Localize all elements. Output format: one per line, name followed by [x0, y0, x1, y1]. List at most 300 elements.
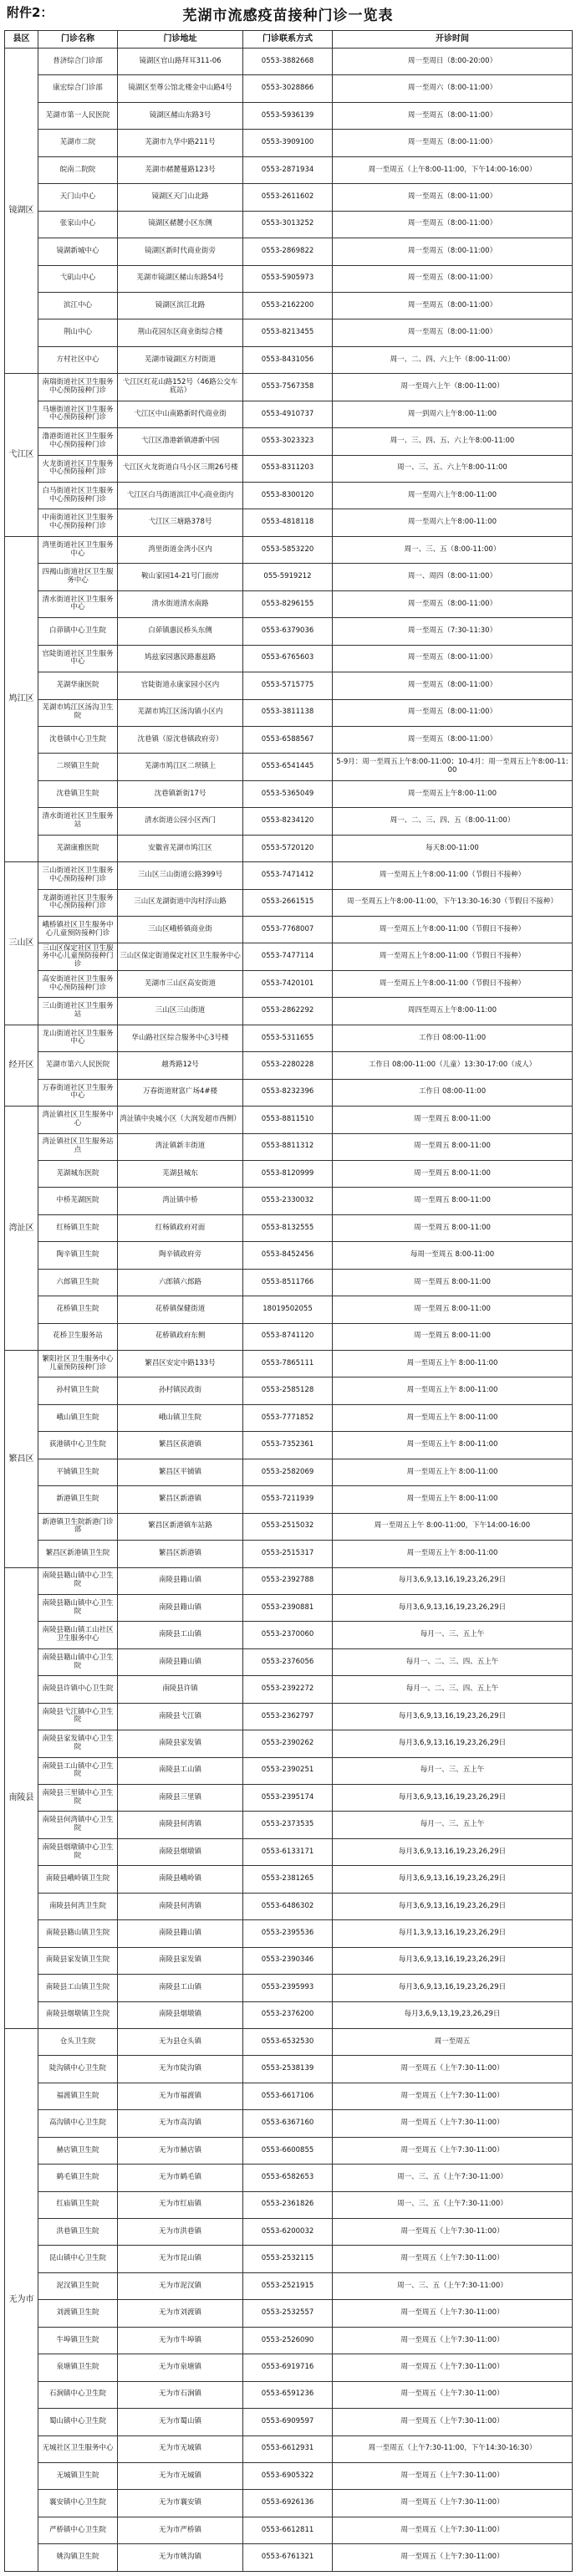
clinic-address-cell: 湾沚镇中央城小区（大润发超市西侧） [118, 1107, 243, 1133]
clinic-name-cell: 湾沚镇社区卫生服务站点 [38, 1133, 118, 1160]
clinic-address-cell: 无为市赫店镇 [118, 2137, 243, 2164]
table-row [5, 1079, 573, 1106]
clinic-name-cell: 红庙镇卫生院 [38, 2191, 118, 2218]
table-row [5, 1486, 573, 1513]
clinic-address-cell: 南陵县烟墩镇 [118, 1838, 243, 1865]
table-row [5, 1757, 573, 1784]
table-row [5, 699, 573, 726]
table-row [5, 184, 573, 211]
table-row [5, 319, 573, 346]
table-row [5, 1351, 573, 1377]
clinic-hours-cell: 每月1,3,9,13,16,19,23,26,29日 [333, 1920, 573, 1947]
clinic-name-cell: 洪巷镇卫生院 [38, 2219, 118, 2246]
clinic-name-cell: 无城镇卫生院 [38, 2462, 118, 2489]
clinic-address-cell: 镜湖区官山路拜耳311-06 [118, 49, 243, 75]
clinic-hours-cell: 每月3,6,9,13,16,19,23,26,29日 [333, 1567, 573, 1594]
table-row [5, 1920, 573, 1947]
clinic-address-cell: 荆山花园东区商业街综合楼 [118, 319, 243, 346]
clinic-hours-cell: 周一至周五（上午7:30-11:00） [333, 2409, 573, 2435]
clinic-address-cell: 越秀路12号 [118, 1052, 243, 1079]
clinic-name-cell: 南陵县烟墩镇卫生院 [38, 2001, 118, 2028]
table-row [5, 917, 573, 943]
clinic-name-cell: 赫店镇卫生院 [38, 2137, 118, 2164]
table-row [5, 2409, 573, 2435]
clinic-address-cell: 弋江区澛港新镇港新中园 [118, 428, 243, 455]
clinic-address-cell: 无为市刘渡镇 [118, 2300, 243, 2327]
clinic-name-cell: 南陵县籍山镇中心卫生院 [38, 1594, 118, 1621]
clinic-address-cell: 三山区三山街道公路399号 [118, 862, 243, 889]
clinic-name-cell: 马塘街道社区卫生服务中心预防接种门诊 [38, 401, 118, 427]
clinic-name-cell: 南陵县三里镇中心卫生院 [38, 1785, 118, 1812]
clinic-address-cell: 无为市鹤毛镇 [118, 2165, 243, 2191]
clinic-name-cell: 南陵县工山镇中心卫生院 [38, 1757, 118, 1784]
table-row [5, 1975, 573, 2001]
table-row [5, 1676, 573, 1703]
clinic-phone-cell: 0553-2526090 [243, 2327, 333, 2354]
clinic-address-cell: 弋江区三塘路378号 [118, 509, 243, 536]
clinic-address-cell: 花桥镇保健街道 [118, 1296, 243, 1323]
clinic-name-cell: 普济综合门诊部 [38, 49, 118, 75]
clinic-address-cell: 南陵县工山镇 [118, 1975, 243, 2001]
clinic-address-cell: 三山区保定街道保定社区卫生服务中心 [118, 943, 243, 970]
table-row [5, 374, 573, 401]
clinic-hours-cell: 每月3,6,9,13,19,23,26,29日 [333, 2001, 573, 2028]
clinic-phone-cell: 0553-7865111 [243, 1351, 333, 1377]
clinic-table [4, 30, 573, 2572]
clinic-address-cell: 陶辛镇政府旁 [118, 1242, 243, 1269]
clinic-name-cell: 南陵县许镇中心卫生院 [38, 1676, 118, 1703]
clinic-address-cell: 花桥镇政府东侧 [118, 1323, 243, 1350]
clinic-phone-cell: 0553-2390262 [243, 1730, 333, 1757]
clinic-hours-cell: 周一至周五 8:00-11:00 [333, 1133, 573, 1160]
clinic-hours-cell: 周一至周五上午8:00-11:00（节假日不接种） [333, 862, 573, 889]
clinic-name-cell: 沈巷镇卫生院 [38, 780, 118, 807]
clinic-address-cell: 无为市襄安镇 [118, 2490, 243, 2517]
clinic-address-cell: 芜湖市三山区高安街道 [118, 970, 243, 997]
clinic-name-cell: 镜湖新城中心 [38, 238, 118, 265]
clinic-name-cell: 皖南二院院 [38, 156, 118, 183]
clinic-hours-cell: 周一至周五（上午7:30-11:00，下午14:30-16:30） [333, 2435, 573, 2462]
table-row [5, 1838, 573, 1865]
clinic-address-cell: 芜湖市鸠江区二坝镇上 [118, 754, 243, 780]
clinic-name-cell: 平铺镇卫生院 [38, 1459, 118, 1485]
table-row [5, 1812, 573, 1838]
clinic-address-cell: 南陵县工山镇 [118, 1757, 243, 1784]
clinic-hours-cell: 周一至周五 8:00-11:00 [333, 1214, 573, 1241]
clinic-hours-cell: 每月一、三、五上午 [333, 1757, 573, 1784]
table-row [5, 2435, 573, 2462]
clinic-hours-cell: 工作日 08:00-11:00 [333, 1079, 573, 1106]
clinic-name-cell: 泥汊镇卫生院 [38, 2272, 118, 2299]
clinic-name-cell: 三山街道社区卫生服务中心预防接种门诊 [38, 862, 118, 889]
clinic-hours-cell: 周一至周五（上午7:30-11:00） [333, 2246, 573, 2272]
clinic-name-cell: 龙山街道社区卫生服务中心 [38, 1025, 118, 1051]
clinic-address-cell: 繁昌区平铺镇 [118, 1459, 243, 1485]
clinic-name-cell: 滨江中心 [38, 292, 118, 319]
header-open-hours: 开诊时间 [333, 31, 573, 49]
clinic-hours-cell: 周一至周五（8:00-11:00） [333, 590, 573, 617]
clinic-hours-cell: 周一至周五（上午7:30-11:00） [333, 2056, 573, 2083]
clinic-name-cell: 中南街道社区卫生服务中心预防接种门诊 [38, 509, 118, 536]
clinic-hours-cell: 周一至周五上午 8:00-11:00 [333, 1541, 573, 1567]
clinic-hours-cell: 周一至周五上午8:00-11:00（节假日不接种） [333, 970, 573, 997]
table-row [5, 1594, 573, 1621]
clinic-phone-cell: 0553-2862292 [243, 998, 333, 1025]
clinic-name-cell: 火龙街道社区卫生服务中心预防接种门诊 [38, 455, 118, 482]
clinic-hours-cell: 周一至周五（8:00-11:00） [333, 726, 573, 753]
clinic-phone-cell: 0553-8120999 [243, 1160, 333, 1187]
clinic-address-cell: 镜湖区天门山北路 [118, 184, 243, 211]
clinic-hours-cell: 周一至周日（8:00-20:00） [333, 49, 573, 75]
clinic-hours-cell: 每月一、三、五上午 [333, 1622, 573, 1648]
clinic-hours-cell: 周一至周五（8:00-11:00） [333, 699, 573, 726]
clinic-hours-cell: 每月一、三、五上午 [333, 1812, 573, 1838]
clinic-hours-cell: 每周一至周五 8:00-11:00 [333, 1242, 573, 1269]
clinic-address-cell: 镜湖区滨江北路 [118, 292, 243, 319]
clinic-address-cell: 弋江区中山南路新时代商业街 [118, 401, 243, 427]
clinic-phone-cell: 18019502055 [243, 1296, 333, 1323]
clinic-address-cell: 无为市洪巷镇 [118, 2219, 243, 2246]
table-row [5, 808, 573, 835]
clinic-name-cell: 高沟镇中心卫生院 [38, 2110, 118, 2137]
table-row [5, 1947, 573, 1974]
clinic-hours-cell: 周一至周五上午 8:00-11:00 [333, 1486, 573, 1513]
clinic-address-cell: 繁昌区安定中路133号 [118, 1351, 243, 1377]
clinic-hours-cell: 每月3,6,9,13,16,19,23,26,29日 [333, 1730, 573, 1757]
clinic-address-cell: 万春街道财富广场4#楼 [118, 1079, 243, 1106]
table-row [5, 1377, 573, 1404]
clinic-phone-cell: 0553-8232396 [243, 1079, 333, 1106]
table-row [5, 889, 573, 916]
clinic-address-cell: 沈巷镇新街17号 [118, 780, 243, 807]
clinic-name-cell: 天门山中心 [38, 184, 118, 211]
table-row [5, 2272, 573, 2299]
clinic-phone-cell: 0553-5905973 [243, 265, 333, 292]
clinic-hours-cell: 周一至周五（上午7:30-11:00） [333, 2544, 573, 2571]
clinic-name-cell: 南陵县家发镇卫生院 [38, 1947, 118, 1974]
clinic-hours-cell: 周一至周五（8:00-11:00） [333, 238, 573, 265]
clinic-address-cell: 三山区龙湖街道中沟村浮山路 [118, 889, 243, 916]
clinic-name-cell: 繁阳社区卫生服务中心儿童预防接种门诊 [38, 1351, 118, 1377]
clinic-phone-cell: 0553-2390881 [243, 1594, 333, 1621]
clinic-hours-cell: 周一至周五（8:00-11:00） [333, 211, 573, 238]
district-cell: 弋江区 [5, 374, 38, 537]
header-district: 县区 [5, 31, 38, 49]
clinic-hours-cell: 周一至周五 8:00-11:00 [333, 1107, 573, 1133]
document-title: 芜湖市流感疫苗接种门诊一览表 [182, 8, 394, 24]
clinic-address-cell: 无为市泉塘镇 [118, 2354, 243, 2381]
clinic-phone-cell: 0553-6200032 [243, 2219, 333, 2246]
clinic-name-cell: 襄安镇中心卫生院 [38, 2490, 118, 2517]
table-row [5, 238, 573, 265]
clinic-phone-cell: 0553-2869822 [243, 238, 333, 265]
district-cell: 镜湖区 [5, 49, 38, 374]
clinic-phone-cell: 0553-3023323 [243, 428, 333, 455]
clinic-phone-cell: 0553-4818118 [243, 509, 333, 536]
district-cell: 湾沚区 [5, 1107, 38, 1351]
table-row [5, 1513, 573, 1540]
clinic-hours-cell: 周一至周五（7:30-11:30） [333, 618, 573, 645]
table-header-row [5, 31, 573, 49]
clinic-hours-cell: 周一至周六上午（8:00-11:00） [333, 374, 573, 401]
clinic-phone-cell: 0553-2381265 [243, 1866, 333, 1893]
clinic-phone-cell: 0553-6919716 [243, 2354, 333, 2381]
clinic-name-cell: 姚沟镇卫生院 [38, 2544, 118, 2571]
clinic-phone-cell: 0553-6617106 [243, 2083, 333, 2109]
clinic-phone-cell: 0553-2392788 [243, 1567, 333, 1594]
clinic-address-cell: 无为市姚沟镇 [118, 2544, 243, 2571]
clinic-address-cell: 沈巷镇（原沈巷镇政府旁） [118, 726, 243, 753]
table-row [5, 564, 573, 590]
table-row [5, 970, 573, 997]
clinic-phone-cell: 0553-2395174 [243, 1785, 333, 1812]
table-row [5, 1703, 573, 1730]
clinic-name-cell: 龙湖街道社区卫生服务中心预防接种门诊 [38, 889, 118, 916]
clinic-phone-cell: 0553-6379036 [243, 618, 333, 645]
clinic-name-cell: 花桥卫生服务站 [38, 1323, 118, 1350]
clinic-hours-cell: 周一、二、三、四、五（8:00-11:00） [333, 808, 573, 835]
clinic-hours-cell: 周一至周五（8:00-11:00） [333, 292, 573, 319]
clinic-address-cell: 清水街道公园小区西门 [118, 808, 243, 835]
clinic-address-cell: 南陵县工山镇 [118, 1622, 243, 1648]
clinic-name-cell: 峨山镇卫生院 [38, 1404, 118, 1431]
clinic-phone-cell: 0553-6582653 [243, 2165, 333, 2191]
clinic-address-cell: 南陵县籍山镇 [118, 1648, 243, 1675]
clinic-phone-cell: 0553-8452456 [243, 1242, 333, 1269]
clinic-phone-cell: 0553-8213455 [243, 319, 333, 346]
clinic-phone-cell: 0553-2390346 [243, 1947, 333, 1974]
table-row [5, 1188, 573, 1214]
clinic-phone-cell: 0553-2611602 [243, 184, 333, 211]
clinic-phone-cell: 0553-2532115 [243, 2246, 333, 2272]
clinic-hours-cell: 周一至周五上午8:00-11:00（节假日不接种） [333, 917, 573, 943]
table-row [5, 130, 573, 156]
clinic-hours-cell: 周一至周五（上午7:30-11:00） [333, 2300, 573, 2327]
clinic-phone-cell: 0553-6600855 [243, 2137, 333, 2164]
clinic-phone-cell: 0553-2373535 [243, 1812, 333, 1838]
clinic-name-cell: 南陵县籍山镇工山社区卫生服务中心 [38, 1622, 118, 1648]
table-row [5, 509, 573, 536]
table-row [5, 1107, 573, 1133]
clinic-address-cell: 弋江区火龙街道白马小区三期26号楼 [118, 455, 243, 482]
clinic-name-cell: 南陵县籍山镇卫生院 [38, 1920, 118, 1947]
clinic-phone-cell: 0553-6133171 [243, 1838, 333, 1865]
table-row [5, 156, 573, 183]
clinic-name-cell: 荆山中心 [38, 319, 118, 346]
clinic-phone-cell: 0553-7471412 [243, 862, 333, 889]
table-row [5, 672, 573, 699]
clinic-hours-cell: 每月3,6,9,13,16,19,23,26,29日 [333, 1866, 573, 1893]
clinic-address-cell: 繁昌区新港镇 [118, 1541, 243, 1567]
table-row [5, 2028, 573, 2055]
clinic-address-cell: 镜湖区赭山东路3号 [118, 102, 243, 129]
clinic-phone-cell: 0553-2395993 [243, 1975, 333, 2001]
table-row [5, 428, 573, 455]
clinic-phone-cell: 0553-3909100 [243, 130, 333, 156]
table-row [5, 1269, 573, 1296]
clinic-hours-cell: 每月3,6,9,13,16,19,23,26,29日 [333, 1785, 573, 1812]
clinic-hours-cell: 周一至周五（8:00-11:00） [333, 319, 573, 346]
clinic-phone-cell: 0553-2538139 [243, 2056, 333, 2083]
table-row [5, 2462, 573, 2489]
header-phone: 门诊联系方式 [243, 31, 333, 49]
clinic-hours-cell: 每月3,6,9,13,16,19,23,26,29日 [333, 1893, 573, 1919]
clinic-name-cell: 芜湖市第六人民医院 [38, 1052, 118, 1079]
table-row [5, 401, 573, 427]
clinic-hours-cell: 周一至周五（上午7:30-11:00） [333, 2110, 573, 2137]
clinic-name-cell: 芜湖城东医院 [38, 1160, 118, 1187]
clinic-address-cell: 南陵县弋江镇 [118, 1703, 243, 1730]
table-row [5, 1323, 573, 1350]
table-body [5, 49, 573, 2572]
clinic-address-cell: 湾里街道金湾小区内 [118, 536, 243, 563]
table-row [5, 862, 573, 889]
clinic-name-cell: 花桥镇卫生院 [38, 1296, 118, 1323]
clinic-address-cell: 弋江区白马街道滨江中心商业街内 [118, 483, 243, 509]
clinic-hours-cell: 周一至周五 8:00-11:00 [333, 1323, 573, 1350]
clinic-address-cell: 镜湖区至尊公馆北楼金中山路4号 [118, 75, 243, 102]
clinic-phone-cell: 0553-7768007 [243, 917, 333, 943]
clinic-name-cell: 六郎镇卫生院 [38, 1269, 118, 1296]
annex-label: 附件2： [7, 5, 54, 20]
clinic-name-cell: 南陵县烟墩镇中心卫生院 [38, 1838, 118, 1865]
clinic-name-cell: 荻港镇中心卫生院 [38, 1432, 118, 1459]
table-row [5, 2056, 573, 2083]
clinic-name-cell: 康宏综合门诊部 [38, 75, 118, 102]
clinic-address-cell: 南陵县何湾镇 [118, 1812, 243, 1838]
clinic-address-cell: 清水街道清水南路 [118, 590, 243, 617]
clinic-address-cell: 南陵县家发镇 [118, 1730, 243, 1757]
clinic-name-cell: 福渡镇卫生院 [38, 2083, 118, 2109]
clinic-address-cell: 白茆镇惠民桥头东侧 [118, 618, 243, 645]
clinic-name-cell: 泉塘镇卫生院 [38, 2354, 118, 2381]
table-row [5, 1866, 573, 1893]
clinic-hours-cell: 周一至周五（上午7:30-11:00） [333, 2137, 573, 2164]
clinic-hours-cell: 周一至周五（8:00-11:00） [333, 672, 573, 699]
clinic-phone-cell: 0553-2871934 [243, 156, 333, 183]
clinic-name-cell: 南陵县何湾卫生院 [38, 1893, 118, 1919]
clinic-name-cell: 红杨镇卫生院 [38, 1214, 118, 1241]
table-row [5, 2381, 573, 2408]
clinic-hours-cell: 周一至周五（8:00-11:00） [333, 184, 573, 211]
table-row [5, 2165, 573, 2191]
table-row [5, 1648, 573, 1675]
clinic-phone-cell: 0553-2376200 [243, 2001, 333, 2028]
clinic-phone-cell: 0553-2330032 [243, 1188, 333, 1214]
clinic-address-cell: 南陵县家发镇 [118, 1947, 243, 1974]
clinic-hours-cell: 周一、三、五（上午7:30-11:00） [333, 2165, 573, 2191]
clinic-name-cell: 芜湖华康医院 [38, 672, 118, 699]
clinic-hours-cell: 周一、三、五（8:00-11:00） [333, 536, 573, 563]
clinic-hours-cell: 周一至周五上午 8:00-11:00 [333, 1459, 573, 1485]
clinic-address-cell: 无为市高沟镇 [118, 2110, 243, 2137]
clinic-address-cell: 南陵县烟墩镇 [118, 2001, 243, 2028]
clinic-address-cell: 芜湖市赭麓蔓路123号 [118, 156, 243, 183]
clinic-address-cell: 弋江区红花山路152号（46路公交车底站） [118, 374, 243, 401]
clinic-hours-cell: 工作日 08:00-11:00 [333, 1025, 573, 1051]
table-row [5, 2327, 573, 2354]
clinic-phone-cell: 0553-5720120 [243, 835, 333, 861]
clinic-name-cell: 白马街道社区卫生服务中心预防接种门诊 [38, 483, 118, 509]
clinic-address-cell: 华山路社区综合服务中心3号楼 [118, 1025, 243, 1051]
clinic-hours-cell: 周一至周五上午 8:00-11:00 [333, 1351, 573, 1377]
clinic-phone-cell: 0553-6909597 [243, 2409, 333, 2435]
clinic-hours-cell: 周一至周五上午8:00-11:00 [333, 780, 573, 807]
table-row [5, 1459, 573, 1485]
clinic-name-cell: 南陵县籍山镇中心卫生院 [38, 1648, 118, 1675]
clinic-hours-cell: 5-9月：周一至周五上午8:00-11:00；10-4月：周一至周五上午8:00-11:00 [333, 754, 573, 780]
clinic-hours-cell: 每月3,6,9,13,16,19,23,26,29日 [333, 1838, 573, 1865]
clinic-address-cell: 无为市无城镇 [118, 2462, 243, 2489]
clinic-name-cell: 新港镇卫生院 [38, 1486, 118, 1513]
clinic-hours-cell: 工作日 08:00-11:00（儿童）13:30-17:00（成人） [333, 1052, 573, 1079]
clinic-hours-cell: 周一至周五 8:00-11:00 [333, 1188, 573, 1214]
table-row [5, 1214, 573, 1241]
clinic-phone-cell: 0553-8511766 [243, 1269, 333, 1296]
clinic-phone-cell: 0553-2361826 [243, 2191, 333, 2218]
clinic-name-cell: 石涧镇中心卫生院 [38, 2381, 118, 2408]
table-row [5, 1052, 573, 1079]
table-row [5, 1296, 573, 1323]
clinic-name-cell: 三山街道社区卫生服务站 [38, 998, 118, 1025]
clinic-name-cell: 万春街道社区卫生服务中心 [38, 1079, 118, 1106]
clinic-name-cell: 陡沟镇中心卫生院 [38, 2056, 118, 2083]
clinic-name-cell: 芜湖市第一人民医院 [38, 102, 118, 129]
clinic-name-cell: 芜湖康雅医院 [38, 835, 118, 861]
clinic-address-cell: 无为市红庙镇 [118, 2191, 243, 2218]
table-row [5, 1160, 573, 1187]
clinic-phone-cell: 0553-6612811 [243, 2517, 333, 2543]
clinic-address-cell: 南陵县许镇 [118, 1676, 243, 1703]
clinic-name-cell: 二坝镇卫生院 [38, 754, 118, 780]
clinic-name-cell: 清水街道社区卫生服务中心 [38, 590, 118, 617]
clinic-name-cell: 孙村镇卫生院 [38, 1377, 118, 1404]
clinic-address-cell: 无为县仓头镇 [118, 2028, 243, 2055]
clinic-address-cell: 安徽省芜湖市鸠江区 [118, 835, 243, 861]
table-row [5, 1622, 573, 1648]
clinic-hours-cell: 周一至周五 8:00-11:00 [333, 1160, 573, 1187]
clinic-hours-cell: 周一至周五上午 8:00-11:00 [333, 1377, 573, 1404]
clinic-hours-cell: 周一至周五 8:00-11:00 [333, 1296, 573, 1323]
clinic-name-cell: 三山区保定社区卫生服务中心儿童预防接种门诊 [38, 943, 118, 970]
table-row [5, 998, 573, 1025]
clinic-hours-cell: 周一、三、五（上午7:30-11:00） [333, 2272, 573, 2299]
clinic-phone-cell: 0553-4910737 [243, 401, 333, 427]
table-row [5, 1893, 573, 1919]
table-row [5, 1567, 573, 1594]
clinic-address-cell: 芜湖市镜湖区方村街道 [118, 346, 243, 373]
district-cell: 南陵县 [5, 1567, 38, 2028]
clinic-address-cell: 鞍山家园14-21号门面房 [118, 564, 243, 590]
clinic-name-cell: 四褐山街道社区卫生服务中心 [38, 564, 118, 590]
clinic-name-cell: 芜湖市二院 [38, 130, 118, 156]
district-cell: 无为市 [5, 2028, 38, 2571]
clinic-phone-cell: 0553-6532530 [243, 2028, 333, 2055]
clinic-hours-cell: 周一至周五（8:00-11:00） [333, 645, 573, 672]
table-row [5, 2001, 573, 2028]
clinic-hours-cell: 周一、二、四、六上午（8:00-11:00） [333, 346, 573, 373]
clinic-name-cell: 芜湖市鸠江区汤沟卫生院 [38, 699, 118, 726]
clinic-address-cell: 芜湖县城东 [118, 1160, 243, 1187]
clinic-hours-cell: 周一至周五（上午7:30-11:00） [333, 2083, 573, 2109]
clinic-address-cell: 湾沚镇新丰街道 [118, 1133, 243, 1160]
clinic-address-cell: 无为市石涧镇 [118, 2381, 243, 2408]
clinic-name-cell: 严桥镇中心卫生院 [38, 2517, 118, 2543]
table-row [5, 754, 573, 780]
clinic-phone-cell: 0553-5936139 [243, 102, 333, 129]
clinic-phone-cell: 0553-6591236 [243, 2381, 333, 2408]
clinic-hours-cell: 周一至周五（上午7:30-11:00） [333, 2490, 573, 2517]
